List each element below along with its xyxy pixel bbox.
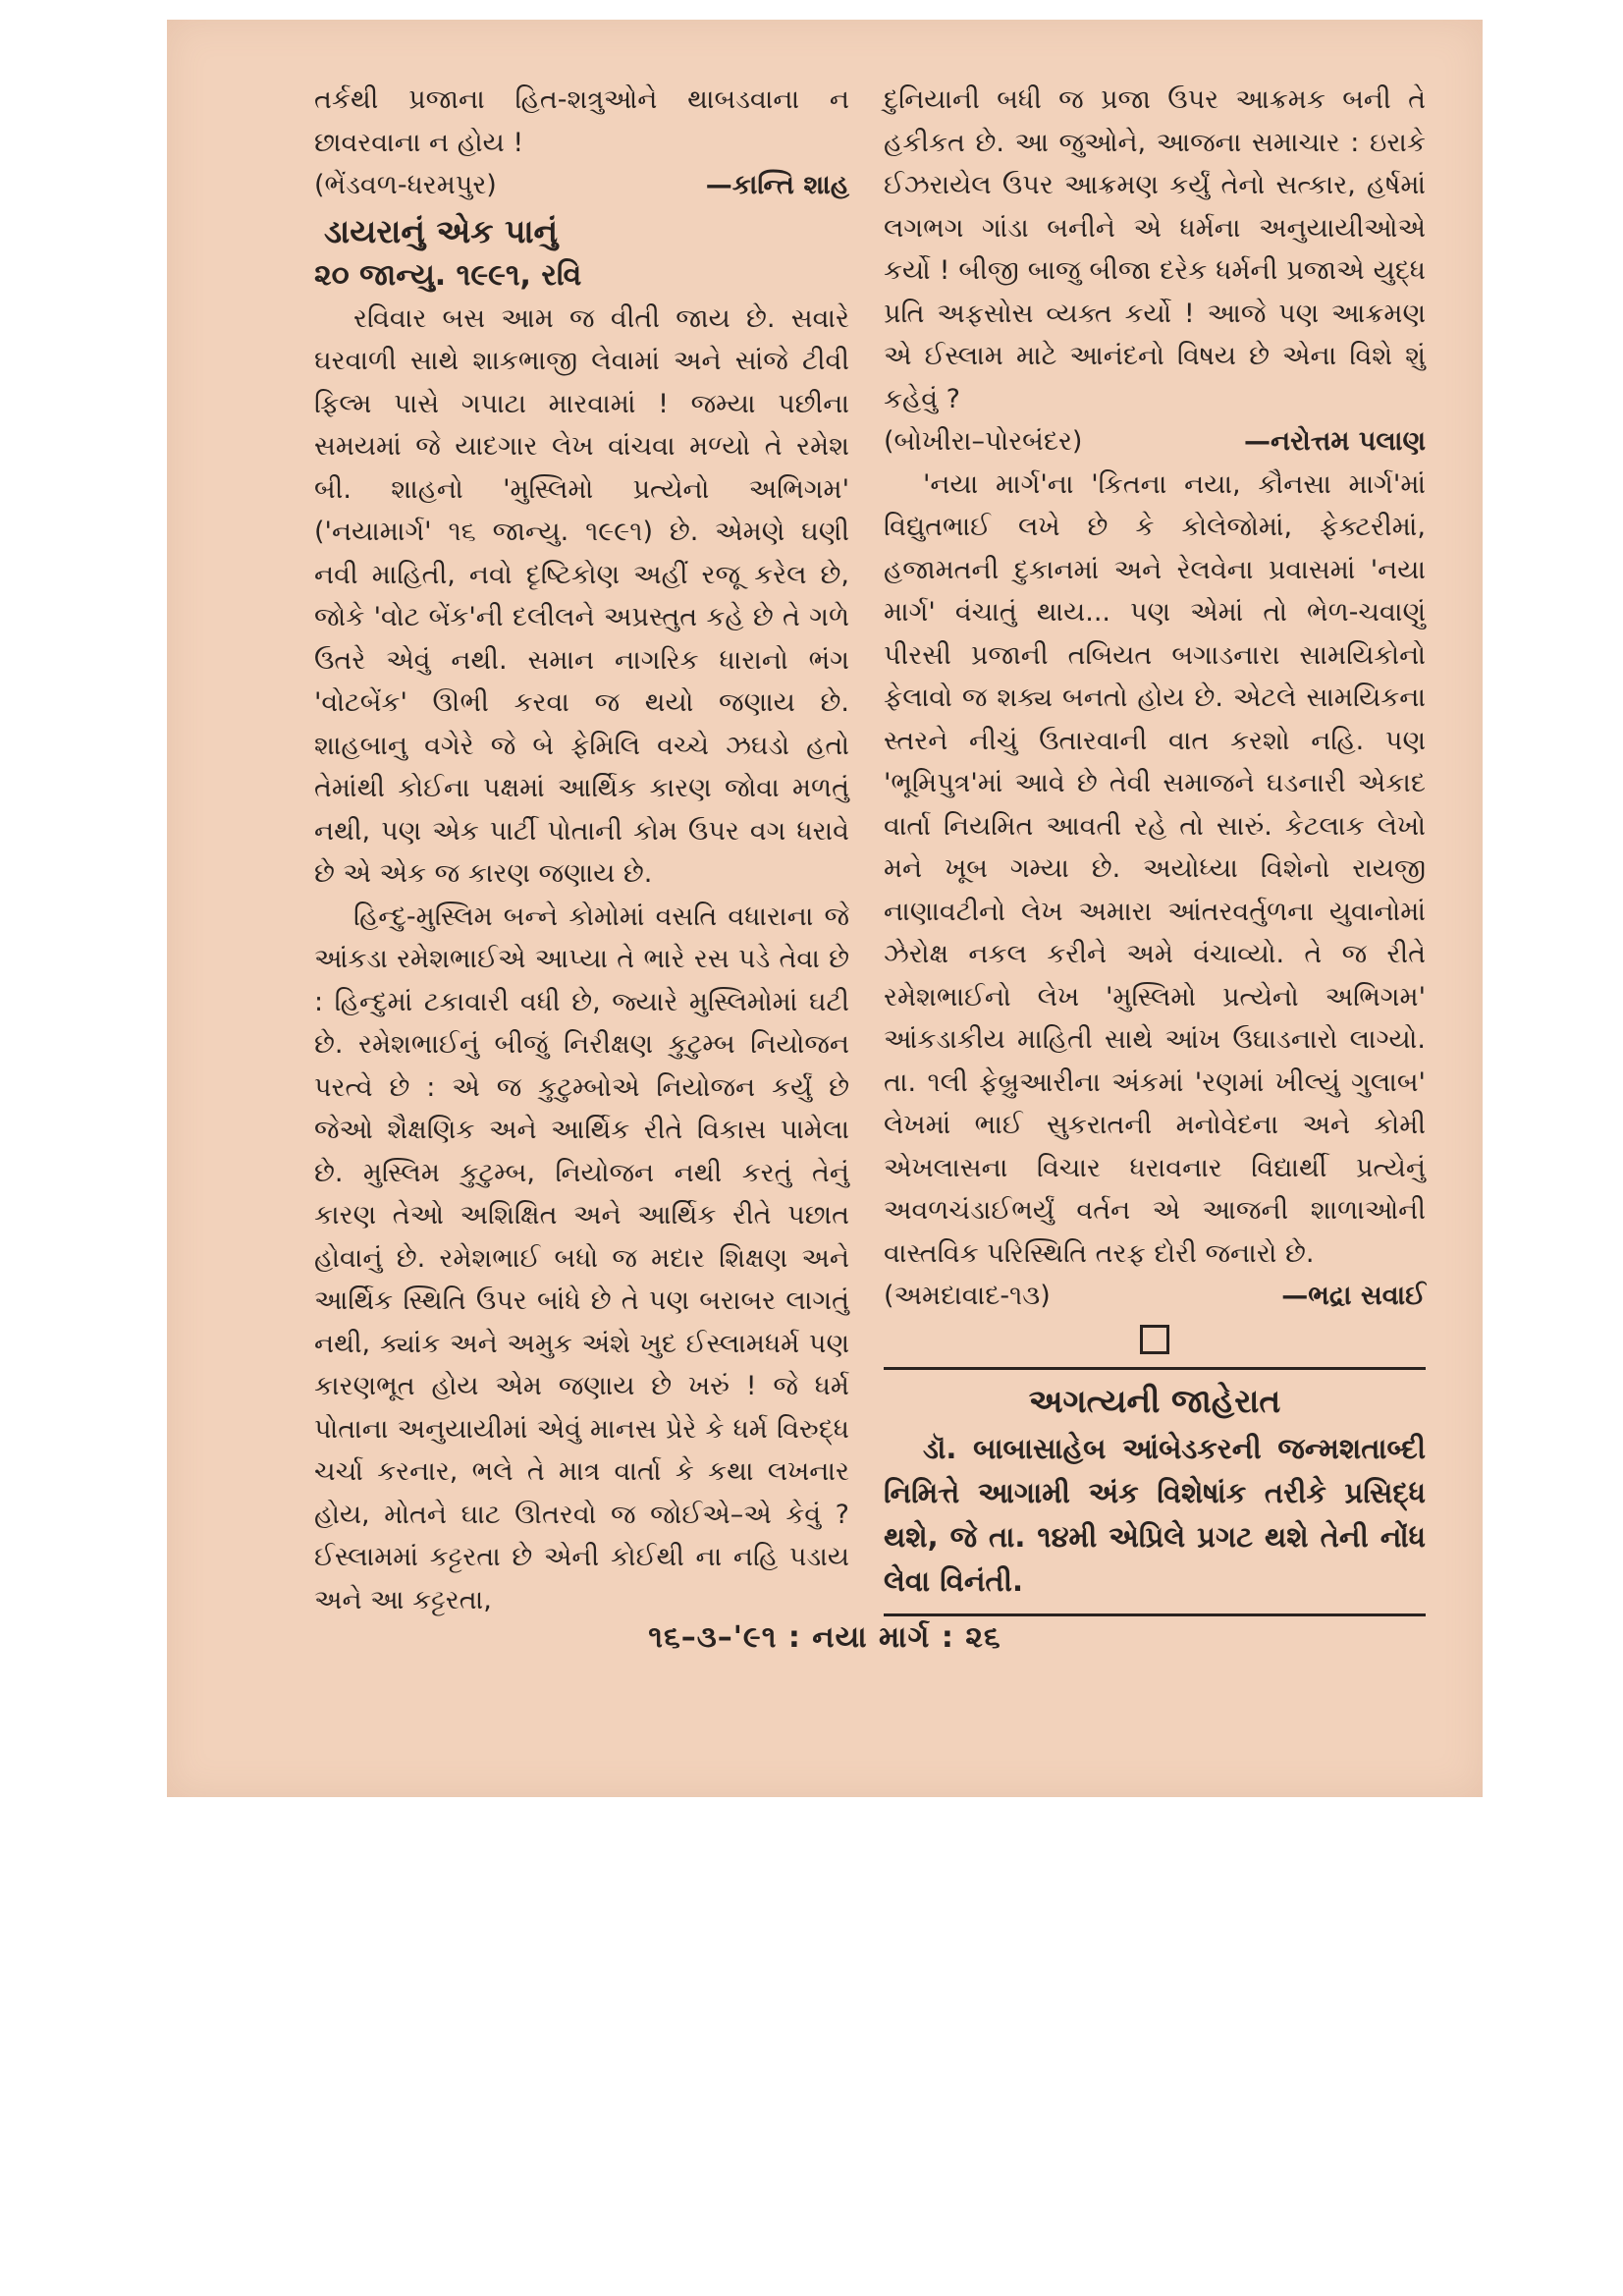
letter2-signature <box>884 420 1426 464</box>
letter3-author: —ભદ્રા સવાઈ <box>1281 1281 1426 1311</box>
notice-top-rule <box>884 1367 1426 1370</box>
newspaper-page <box>167 20 1483 1797</box>
end-mark <box>884 1322 1426 1357</box>
page-footer: ૧૬–૩–'૯૧ : નયા માર્ગ : ૨૬ <box>648 1620 1001 1655</box>
square-end-icon <box>1140 1325 1169 1354</box>
letter2-author: —નરોત્તમ પલાણ <box>1243 426 1426 457</box>
notice-body: ડૉ. બાબાસાહેબ આંબેડકરની જન્મશતાબ્દી નિમિત્તે આગામી અંક વિશેષાંક તરીકે પ્રસિદ્ધ થશે, જે તા. ૧૪મી એપ્રિલે પ્રગટ થશે તેની નોંધ લેવા વિનંતી. <box>884 1431 1426 1598</box>
letter3-signature <box>884 1275 1426 1318</box>
continuation-text: તર્કથી પ્રજાના હિત-શત્રુઓને થાબડવાના ન છાવરવાના ન હોય ! <box>314 84 849 158</box>
notice-title: અગત્યની જાહેરાત <box>1028 1381 1281 1420</box>
letter2-place: (બોખીરા–પોરબંદર) <box>884 426 1083 457</box>
right-column <box>884 79 1426 1622</box>
letter3-place: (અમદાવાદ-૧૩) <box>884 1281 1051 1311</box>
diary-paragraph-2: હિન્દુ-મુસ્લિમ બન્ને કોમોમાં વસતિ વધારાના જે આંકડા રમેશભાઈએ આપ્યા તે ભારે રસ પડે તેવા છે : હિન્દુમાં ટકાવારી વધી છે, જ્યારે મુસ્લિમોમાં ઘટી છે. રમેશભાઈનું બીજું નિરીક્ષણ કુટુમ્બ નિયોજન પરત્વે છે : એ જ કુટુમ્બોએ નિયોજન કર્યું છે જેઓ શૈક્ષણિક અને આર્થિક રીતે વિકાસ પામેલા છે. મુસ્લિમ કુટુમ્બ, નિયોજન નથી કરતું તેનું કારણ તેઓ અશિક્ષિત અને આર્થિક રીતે પછાત હોવાનું છે. રમેશભાઈ બધો જ મદાર શિક્ષણ અને આર્થિક સ્થિતિ ઉપર બાંધે છે તે પણ બરાબર લાગતું નથી, ક્યાંક અને અમુક અંશે ખુદ ઈસ્લામધર્મ પણ કારણભૂત હોય એમ જણાય છે ખરું ! જે ધર્મ પોતાના અનુયાયીમાં એવું માનસ પ્રેરે કે ધર્મ વિરુદ્ધ ચર્ચા કરનાર, ભલે તે માત્ર વાર્તા કે કથા લખનાર હોય, મોતને ઘાટ ઊતરવો જ જોઈએ–એ કેવું ? ઈસ્લામમાં કટ્ટરતા છે એની કોઈથી ના નહિ પડાય અને આ કટ્ટરતા, <box>314 901 849 1615</box>
section-title: ડાયરાનું એક પાનું <box>324 211 559 250</box>
letter1-place: (ભેંડવળ-ધરમપુર) <box>314 170 497 200</box>
letter1-author: —કાન્તિ શાહ <box>705 170 849 200</box>
notice-bottom-rule <box>884 1613 1426 1616</box>
section-date: ૨૦ જાન્યુ. ૧૯૯૧, રવિ <box>314 257 582 293</box>
diary-paragraph-1: રવિવાર બસ આમ જ વીતી જાય છે. સવારે ઘરવાળી સાથે શાકભાજી લેવામાં અને સાંજે ટીવી ફિલ્મ પાસે ગપાટા મારવામાં ! જમ્યા પછીના સમયમાં જે યાદગાર લેખ વાંચવા મળ્યો તે રમેશ બી. શાહનો 'મુસ્લિમો પ્રત્યેનો અભિગમ' ('નયામાર્ગ' ૧૬ જાન્યુ. ૧૯૯૧) છે. એમણે ઘણી નવી માહિતી, નવો દૃષ્ટિકોણ અહીં રજૂ કરેલ છે, જોકે 'વોટ બેંક'ની દલીલને અપ્રસ્તુત કહે છે તે ગળે ઉતરે એવું નથી. સમાન નાગરિક ધારાનો ભંગ 'વોટબેંક' ઊભી કરવા જ થયો જણાય છે. શાહબાનુ વગેરે જે બે ફેમિલિ વચ્ચે ઝઘડો હતો તેમાંથી કોઈના પક્ષમાં આર્થિક કારણ જોવા મળતું નથી, પણ એક પાર્ટી પોતાની કોમ ઉપર વગ ધરાવે છે એ એક જ કારણ જણાય છે. <box>314 302 849 889</box>
letter1-signature <box>314 164 849 207</box>
diary-paragraph-3: દુનિયાની બધી જ પ્રજા ઉપર આક્રમક બની તે હકીકત છે. આ જુઓને, આજના સમાચાર : ઇરાકે ઈઝરાયેલ ઉપર આક્રમણ કર્યું તેનો સત્કાર, હર્ષમાં લગભગ ગાંડા બનીને એ ધર્મના અનુયાયીઓએ કર્યો ! બીજી બાજુ બીજા દરેક ધર્મની પ્રજાએ યુદ્ધ પ્રતિ અફસોસ વ્યક્ત કર્યો ! આજે પણ આક્રમણ એ ઈસ્લામ માટે આનંદનો વિષય છે એના વિશે શું કહેવું ? <box>884 84 1426 414</box>
left-column <box>314 79 849 1621</box>
letter3-paragraph: 'નયા માર્ગ'ના 'કિતના નયા, કૌનસા માર્ગ'માં વિદ્યુતભાઈ લખે છે કે કોલેજોમાં, ફેક્ટરીમાં, હજામતની દુકાનમાં અને રેલવેના પ્રવાસમાં 'નયા માર્ગ' વંચાતું થાય... પણ એમાં તો ભેળ-ચવાણું પીરસી પ્રજાની તબિયત બગાડનારા સામયિકોનો ફેલાવો જ શક્ય બનતો હોય છે. એટલે સામયિકના સ્તરને નીચું ઉતારવાની વાત કરશો નહિ. પણ 'ભૂમિપુત્ર'માં આવે છે તેવી સમાજને ઘડનારી એકાદ વાર્તા નિયમિત આવતી રહે તો સારું. કેટલાક લેખો મને ખૂબ ગમ્યા છે. અયોધ્યા વિશેનો રાયજી નાણાવટીનો લેખ અમારા આંતરવર્તુળના યુવાનોમાં ઝેરોક્ષ નકલ કરીને અમે વંચાવ્યો. તે જ રીતે રમેશભાઈનો લેખ 'મુસ્લિમો પ્રત્યેનો અભિગમ' આંકડાકીય માહિતી સાથે આંખ ઉઘાડનારો લાગ્યો. તા. ૧લી ફેબ્રુઆરીના અંકમાં 'રણમાં ખીલ્યું ગુલાબ' લેખમાં ભાઈ સુકરાતની મનોવેદના અને કોમી એખલાસના વિચાર ધરાવનાર વિદ્યાર્થી પ્રત્યેનું અવળચંડાઈભર્યું વર્તન એ આજની શાળાઓની વાસ્તવિક પરિસ્થિતિ તરફ દોરી જનારો છે. <box>884 468 1426 1269</box>
